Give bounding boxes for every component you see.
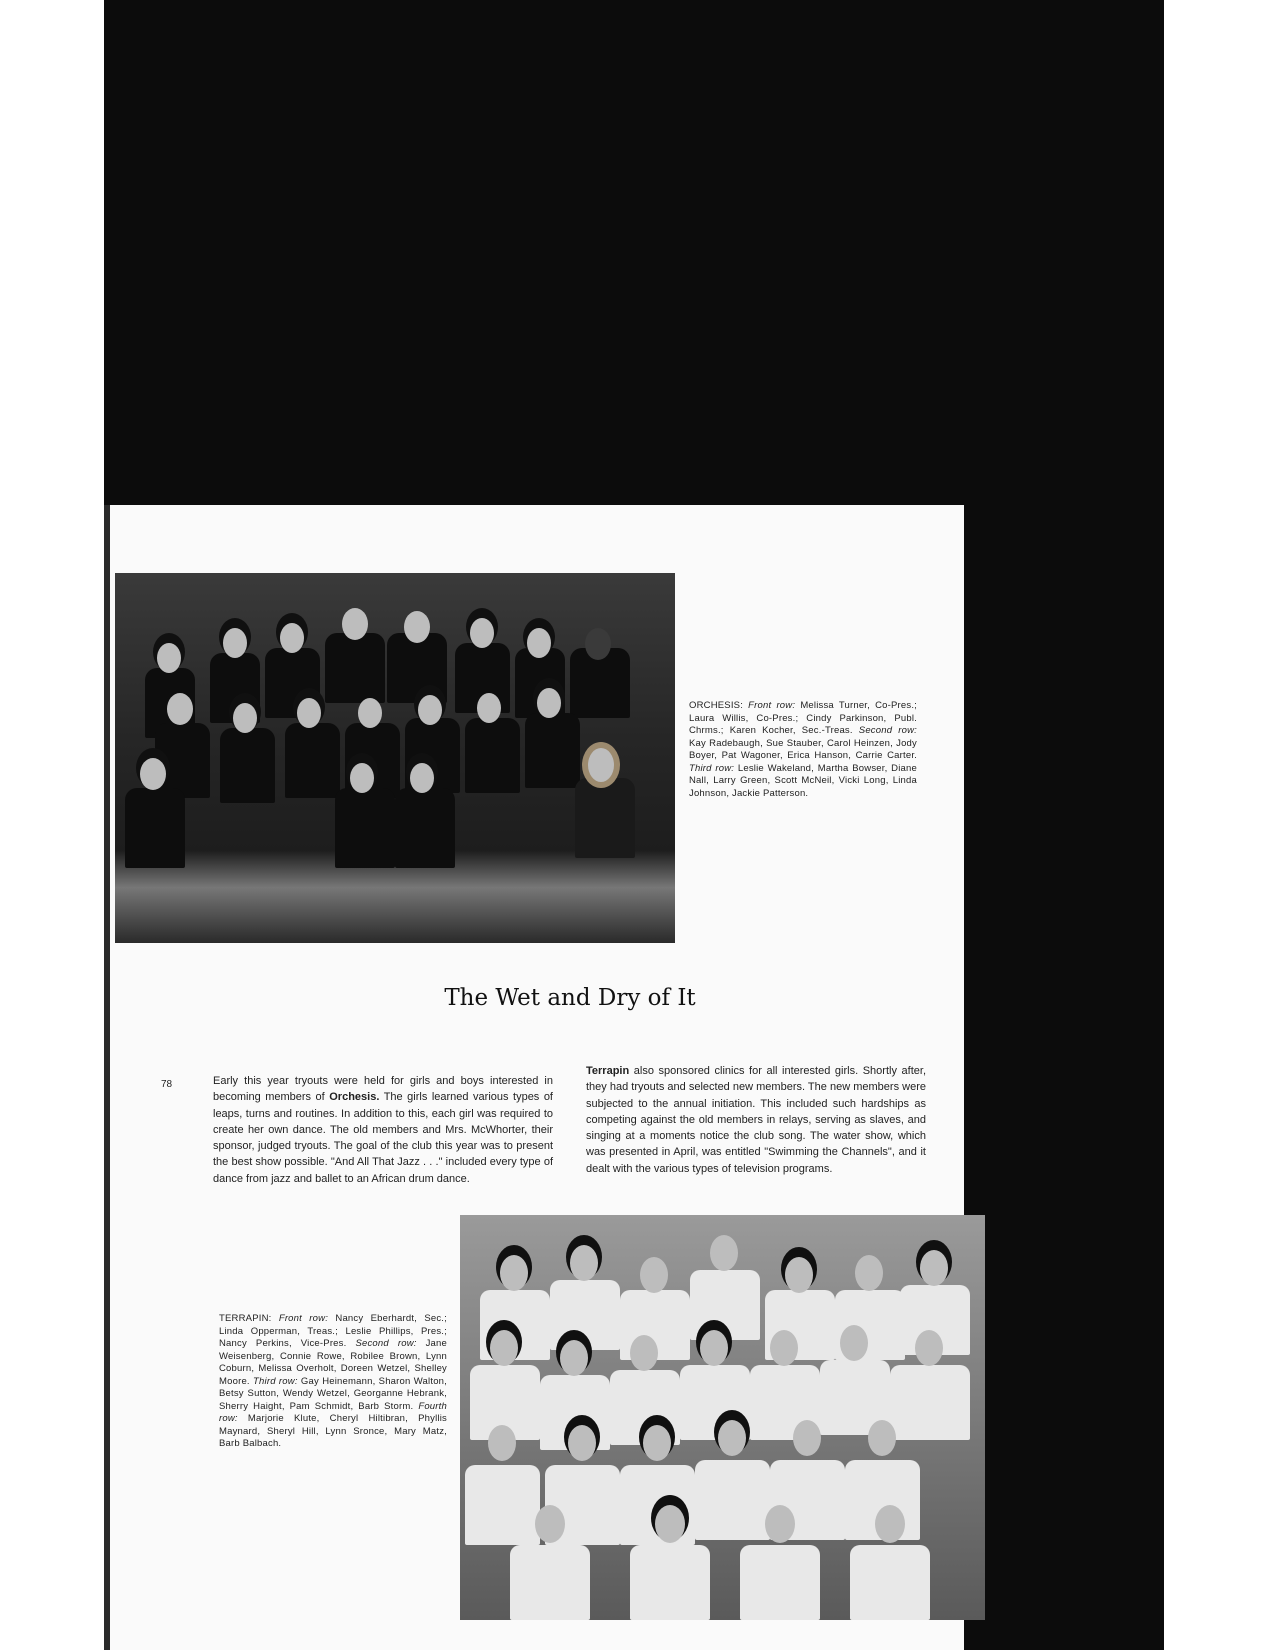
terrapin-caption-row3-label: Third row:: [253, 1375, 298, 1387]
article-right-text-1: also sponsored clinics for all interested girls. Shortly after, they had tryouts and selected new members. The new members were subjected to the annual initiation. This included such hardships as competing against the old members in relays, serving as slaves, and singing at a moments notice the club song. The water show, which was presented in April, was entitled "Swimming the Channels", and it dealt with the various types of television programs.: [586, 1065, 926, 1175]
terrapin-caption-row1: Nancy Eberhardt, Sec.; Linda Opperman, Treas.; Leslie Phillips, Pres.; Nancy Perkins, Vice-Pres.: [219, 1313, 447, 1349]
orchesis-caption-row2: Kay Radebaugh, Sue Stauber, Carol Heinzen, Jody Boyer, Pat Wagoner, Erica Hanson, Carrie Carter.: [689, 737, 917, 761]
orchesis-caption-row3: Leslie Wakeland, Martha Bowser, Diane Nall, Larry Green, Scott McNeil, Vicki Long, Linda Johnson, Jackie Patterson.: [689, 762, 917, 799]
article-left-text-2: The girls learned various types of leaps, turns and routines. In addition to this, each girl was required to create her own dance. The old members and Mrs. McWhorter, their sponsor, judged tryouts. The goal of the club this year was to present the best show possible. "And All That Jazz . . ." included every type of dance from jazz and ballet to an African drum dance.: [213, 1091, 553, 1185]
page-title: The Wet and Dry of It: [444, 985, 696, 1011]
terrapin-caption-row1-label: Front row:: [278, 1313, 329, 1324]
orchesis-caption-row3-label: Third row:: [689, 762, 735, 774]
terrapin-caption-row4: Marjorie Klute, Cheryl Hiltibran, Phyllis Maynard, Sheryl Hill, Lynn Sronce, Mary Matz, Barb Balbach.: [219, 1413, 447, 1449]
orchesis-caption: [689, 700, 917, 800]
terrapin-caption-row2: Jane Weisenberg, Connie Rowe, Robilee Brown, Lynn Coburn, Melissa Overholt, Doreen Wetzel, Shelley Moore.: [219, 1338, 447, 1387]
orchesis-caption-row1-label: Front row:: [748, 700, 796, 711]
article-left-column: [213, 1073, 553, 1187]
terrapin-caption-row4-label: Fourth row:: [219, 1400, 447, 1424]
article-left-bold: Orchesis.: [329, 1091, 380, 1104]
page-number: 78: [161, 1079, 173, 1090]
page-binding-edge: [104, 505, 110, 1650]
orchesis-caption-row2-label: Second row:: [858, 725, 918, 736]
terrapin-caption-club: TERRAPIN:: [219, 1313, 272, 1324]
terrapin-caption-row3: Gay Heinemann, Sharon Walton, Betsy Sutton, Wendy Wetzel, Georganne Hebrank, Sherry Haight, Pam Schmidt, Barb Storm.: [219, 1375, 447, 1412]
article-left-text-1: Early this year tryouts were held for girls and boys interested in becoming members of: [213, 1075, 553, 1104]
terrapin-caption-row2-label: Second row:: [355, 1338, 417, 1349]
terrapin-caption: [219, 1313, 447, 1451]
orchesis-group-photo: [115, 573, 675, 943]
terrapin-group-photo: [460, 1215, 985, 1620]
orchesis-caption-club: ORCHESIS:: [689, 700, 744, 711]
article-right-bold: Terrapin: [586, 1065, 630, 1077]
article-right-column: [586, 1063, 926, 1177]
orchesis-caption-row1: Melissa Turner, Co-Pres.; Laura Willis, Co-Pres.; Cindy Parkinson, Publ. Chrms.; Karen Kocher, Sec.-Treas.: [689, 700, 918, 736]
